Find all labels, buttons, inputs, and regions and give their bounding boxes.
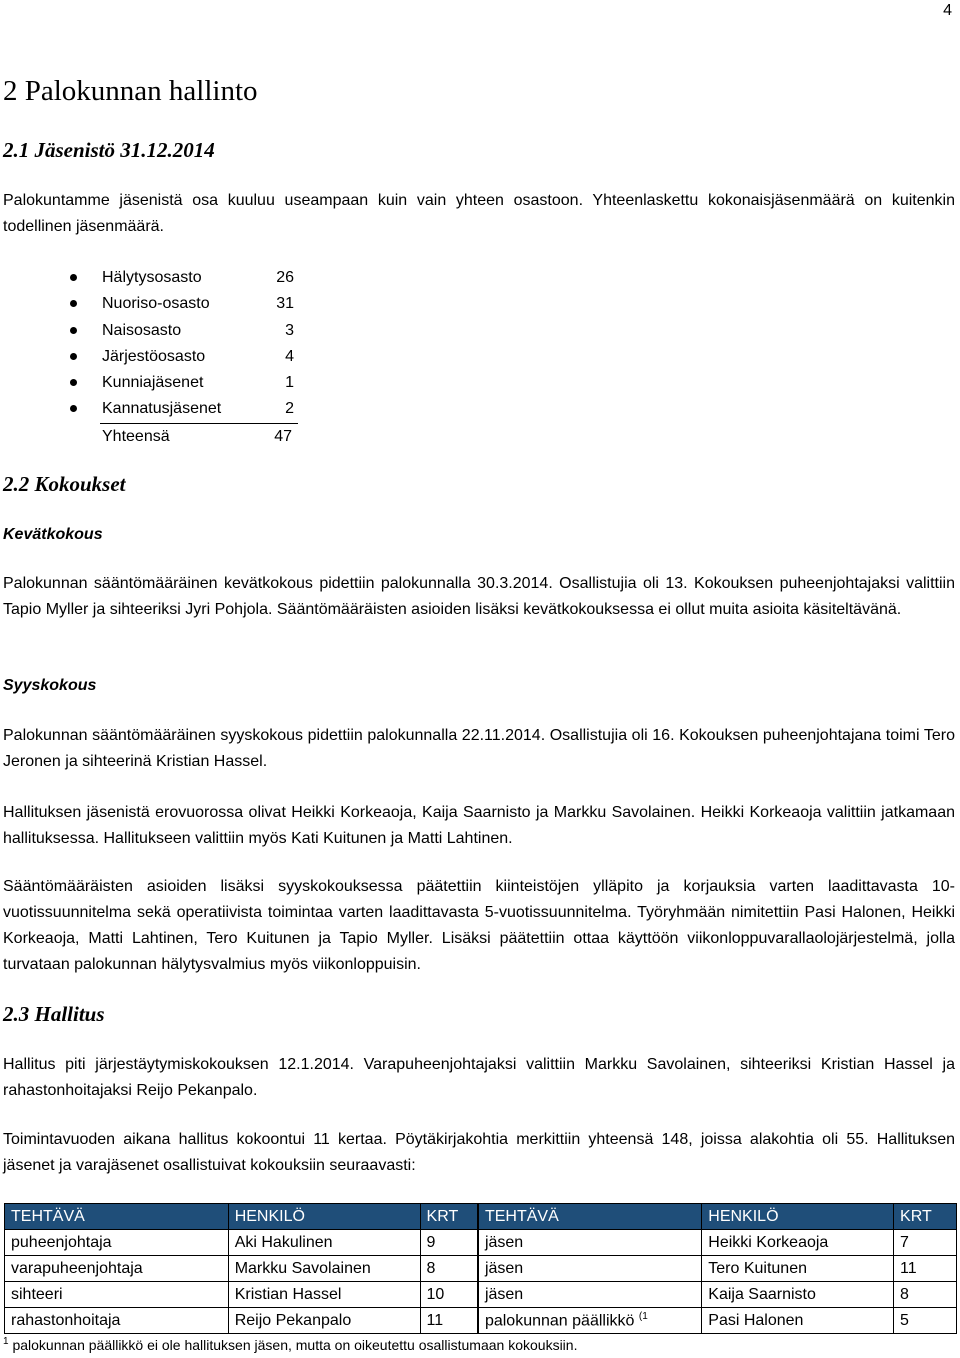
autumn-meeting-text-2: Hallituksen jäsenistä erovuorossa olivat Heikki Korkeaoja, Kaija Saarnisto ja Markku Savolainen. Heikki Korkeaoja valittiin jatkamaan hallituksessa. Hallitukseen valittiin myös Kati Kuitunen ja Matti Lahtinen. [3,804,955,847]
bullet-icon [70,327,77,334]
table-cell: Markku Savolainen [228,1256,420,1282]
footnote-marker: 1 [3,1336,9,1347]
table-cell: Aki Hakulinen [228,1230,420,1256]
cell-text: palokunnan päällikkö [484,1312,635,1330]
footnote-reference: (1 [638,1310,648,1322]
table-cell: 5 [894,1308,957,1334]
bullet-icon [70,300,77,307]
table-row [5,1256,957,1282]
spring-meeting-title: Kevätkokous [3,526,103,543]
attendance-table [4,1203,957,1334]
footnote [3,1336,577,1353]
table-cell: 8 [420,1256,478,1282]
total-count: 47 [274,427,292,445]
table-cell: 9 [420,1230,478,1256]
column-header: TEHTÄVÄ [5,1204,229,1230]
list-item [60,265,300,291]
table-cell: Reijo Pekanpalo [228,1308,420,1334]
table-cell: Pasi Halonen [702,1308,894,1334]
list-item [60,370,300,396]
list-item [60,344,300,370]
table-cell: rahastonhoitaja [5,1308,229,1334]
member-count: 26 [276,269,294,286]
member-label: Naisosasto [102,321,182,339]
table-row [5,1308,957,1334]
table-cell: Kristian Hassel [228,1282,420,1308]
table-row [5,1230,957,1256]
member-count: 3 [285,321,294,339]
chapter-heading: 2 Palokunnan hallinto [3,75,258,107]
total-label: Yhteensä [102,427,170,445]
table-cell: Heikki Korkeaoja [702,1230,894,1256]
table-cell [478,1308,702,1334]
table-cell: Tero Kuitunen [702,1256,894,1282]
spring-meeting-text: Palokunnan sääntömääräinen kevätkokous pidettiin palokunnalla 30.3.2014. Osallistujia oli 13. Kokouksen puheenjohtajaksi valittiin Tapio Myller ja sihteeriksi Jyri Pohjola. Sääntömääräisten asioiden lisäksi kevätkokouksessa ei ollut muita asioita käsiteltävänä. [3,575,955,618]
table-cell: 11 [894,1256,957,1282]
table-cell: 11 [420,1308,478,1334]
member-label: Kannatusjäsenet [102,400,222,418]
member-count: 2 [285,400,294,418]
board-text-1: Hallitus piti järjestäytymiskokouksen 12.1.2014. Varapuheenjohtajaksi valittiin Markku Savolainen, sihteeriksi Kristian Hassel ja rahastonhoitajaksi Reijo Pekanpalo. [3,1056,955,1099]
bullet-icon [70,353,77,360]
column-header: KRT [420,1204,478,1230]
bullet-icon [70,274,77,281]
section-2-3-title: 2.3 Hallitus [3,1002,105,1026]
member-count: 1 [285,374,294,392]
members-list [60,265,300,450]
bullet-icon [70,405,77,412]
footnote-text: palokunnan päällikkö ei ole hallituksen jäsen, mutta on oikeutettu osallistumaan kokouksiin. [12,1337,578,1353]
list-item [60,396,300,422]
table-cell: varapuheenjohtaja [5,1256,229,1282]
column-header: HENKILÖ [228,1204,420,1230]
bullet-icon [70,379,77,386]
list-item [60,318,300,344]
board-text-2: Toimintavuoden aikana hallitus kokoontui 11 kertaa. Pöytäkirjakohtia merkittiin yhteensä 148, joissa alakohtia oli 55. Hallituksen jäsenet ja varajäsenet osallistuivat kokouksiin seuraavasti: [3,1131,955,1174]
section-2-1-intro: Palokuntamme jäsenistä osa kuuluu useampaan kuin vain yhteen osastoon. Yhteenlaskettu kokonaisjäsenmäärä on kuitenkin todellinen jäsenmäärä. [3,192,955,235]
column-header: KRT [894,1204,957,1230]
table-cell: puheenjohtaja [5,1230,229,1256]
table-cell: sihteeri [5,1282,229,1308]
member-label: Nuoriso-osasto [102,295,210,313]
page-number: 4 [943,2,952,19]
member-label: Kunniajäsenet [102,374,204,392]
member-label: Hälytysosasto [102,269,202,286]
autumn-meeting-text-3: Sääntömääräisten asioiden lisäksi syyskokouksessa päätettiin kiinteistöjen ylläpito ja korjauksia varten laadittavasta 10-vuotissuunnitelma sekä operatiivista toimintaa varten laadittavasta 5-vuotissuunnitelma. Työryhmään nimitettiin Pasi Halonen, Heikki Korkeaoja, Matti Lahtinen, Tero Kuitunen ja Tapio Myller. Lisäksi päätettiin ottaa käyttöön viikonloppuvarallaolojärjestelmä, jolla turvataan palokunnan hälytysvalmius myös viikonloppuisin. [3,878,955,973]
member-label: Järjestöosasto [102,347,206,365]
member-count: 4 [285,347,294,365]
column-header: HENKILÖ [702,1204,894,1230]
table-cell: Kaija Saarnisto [702,1282,894,1308]
table-cell: jäsen [478,1230,702,1256]
member-count: 31 [276,295,294,313]
members-total [100,423,298,450]
autumn-meeting-title: Syyskokous [3,677,97,694]
autumn-meeting-text-1: Palokunnan sääntömääräinen syyskokous pidettiin palokunnalla 22.11.2014. Osallistujia oli 16. Kokouksen puheenjohtajana toimi Tero Jeronen ja sihteerinä Kristian Hassel. [3,727,955,770]
attendance-table-wrapper [4,1203,957,1334]
table-cell: 7 [894,1230,957,1256]
column-header: TEHTÄVÄ [478,1204,702,1230]
table-cell: jäsen [478,1282,702,1308]
section-2-1-title: 2.1 Jäsenistö 31.12.2014 [3,138,215,162]
table-cell: 8 [894,1282,957,1308]
list-item [60,291,300,317]
table-header-row [5,1204,957,1230]
table-row [5,1282,957,1308]
table-cell: jäsen [478,1256,702,1282]
table-cell: 10 [420,1282,478,1308]
section-2-2-title: 2.2 Kokoukset [3,472,126,496]
